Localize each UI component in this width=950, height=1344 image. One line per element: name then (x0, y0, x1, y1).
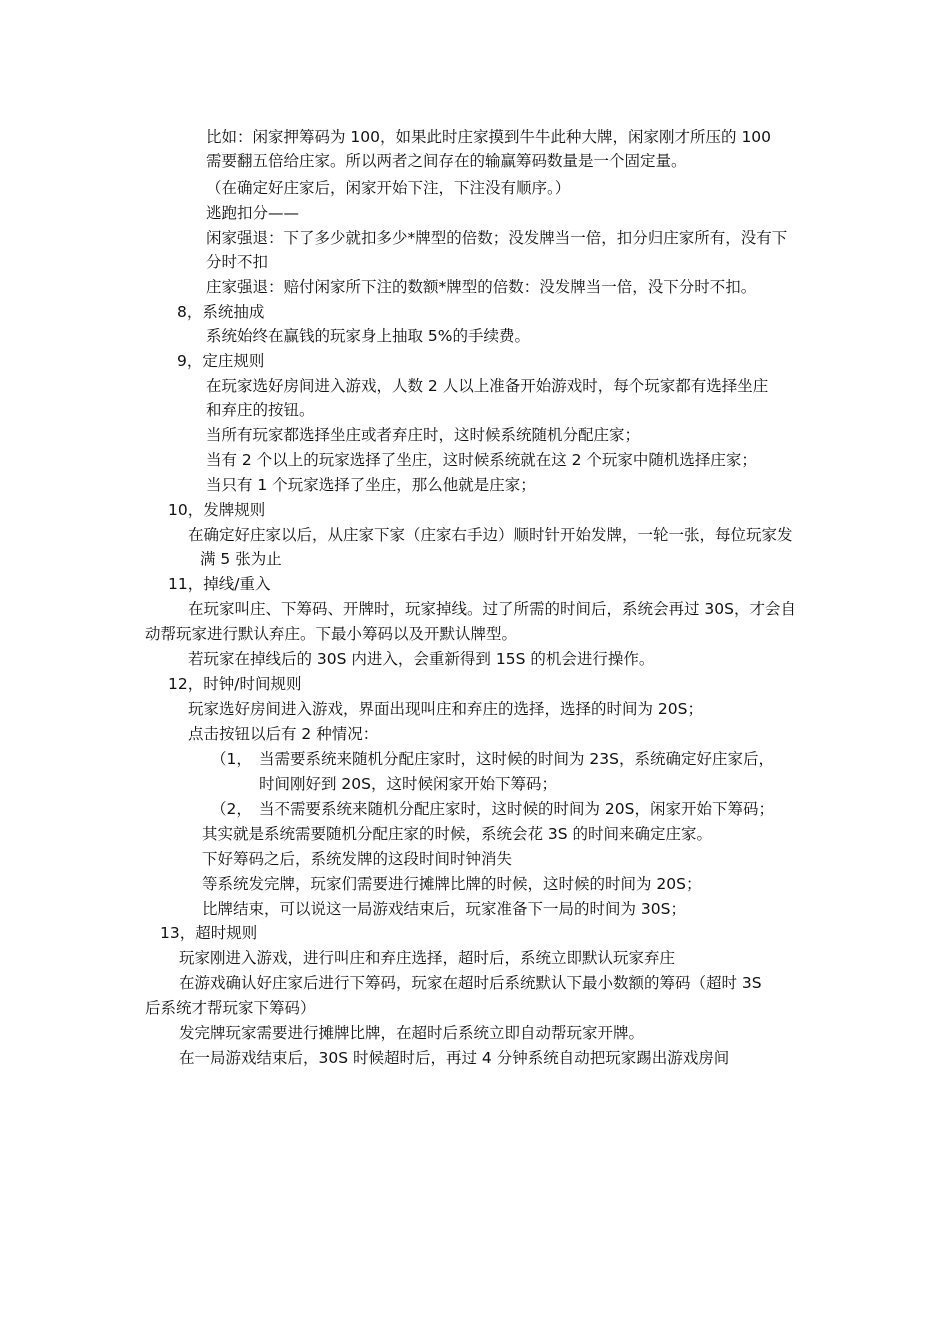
text-line: 若玩家在掉线后的 30S 内进入，会重新得到 15S 的机会进行操作。 (188, 650, 655, 668)
list-marker: （1， (211, 750, 252, 768)
text-line: 当有 2 个以上的玩家选择了坐庄，这时候系统就在这 2 个玩家中随机选择庄家； (206, 451, 757, 469)
text-line: 满 5 张为止 (200, 550, 282, 568)
text-line: 当不需要系统来随机分配庄家时，这时候的时间为 20S，闲家开始下筹码； (259, 800, 774, 818)
text-line: 分时不扣 (206, 253, 269, 271)
section-heading: 9，定庄规则 (177, 352, 265, 370)
section-heading: 10，发牌规则 (168, 501, 266, 519)
text-line: 在确定好庄家以后，从庄家下家（庄家右手边）顺时针开始发牌，一轮一张，每位玩家发 (188, 526, 793, 544)
text-line: 后系统才帮玩家下筹码） (145, 999, 316, 1017)
text-line: 当需要系统来随机分配庄家时，这时候的时间为 23S，系统确定好庄家后， (259, 750, 774, 768)
section-heading: 12，时钟/时间规则 (168, 675, 302, 693)
text-line: 需要翻五倍给庄家。所以两者之间存在的输赢筹码数量是一个固定量。 (206, 152, 687, 170)
text-line: 当所有玩家都选择坐庄或者弃庄时，这时候系统随机分配庄家； (206, 426, 641, 444)
text-line: 动帮玩家进行默认弃庄。下最小筹码以及开默认牌型。 (145, 625, 518, 643)
text-line: 玩家选好房间进入游戏，界面出现叫庄和弃庄的选择，选择的时间为 20S； (188, 700, 703, 718)
text-line: 系统始终在赢钱的玩家身上抽取 5%的手续费。 (206, 327, 531, 345)
section-heading: 11，掉线/重入 (168, 575, 271, 593)
text-line: 逃跑扣分—— (206, 204, 300, 222)
text-line: 比牌结束，可以说这一局游戏结束后，玩家准备下一局的时间为 30S； (202, 900, 686, 918)
section-heading: 8，系统抽成 (177, 303, 265, 321)
text-line: 闲家强退：下了多少就扣多少*牌型的倍数；没发牌当一倍，扣分归庄家所有，没有下 (206, 229, 788, 247)
text-line: 在玩家选好房间进入游戏，人数 2 人以上准备开始游戏时，每个玩家都有选择坐庄 (206, 377, 769, 395)
text-line: 发完牌玩家需要进行摊牌比牌，在超时后系统立即自动帮玩家开牌。 (179, 1024, 645, 1042)
text-line: （在确定好庄家后，闲家开始下注，下注没有顺序。） (206, 179, 571, 197)
text-line: 下好筹码之后，系统发牌的这段时间时钟消失 (202, 850, 513, 868)
text-line: 在一局游戏结束后，30S 时候超时后，再过 4 分钟系统自动把玩家踢出游戏房间 (179, 1049, 730, 1067)
text-line: 点击按钮以后有 2 种情况： (188, 725, 379, 743)
list-marker: （2， (211, 800, 252, 818)
text-line: 其实就是系统需要随机分配庄家的时候，系统会花 3S 的时间来确定庄家。 (202, 825, 713, 843)
text-line: 比如：闲家押筹码为 100，如果此时庄家摸到牛牛此种大牌，闲家刚才所压的 100 (206, 128, 772, 146)
text-line: 在玩家叫庄、下筹码、开牌时，玩家掉线。过了所需的时间后，系统会再过 30S，才会自 (188, 600, 796, 618)
text-line: 庄家强退：赔付闲家所下注的数额*牌型的倍数：没发牌当一倍，没下分时不扣。 (206, 278, 757, 296)
text-line: 玩家刚进入游戏，进行叫庄和弃庄选择，超时后，系统立即默认玩家弃庄 (179, 949, 676, 967)
text-line: 等系统发完牌，玩家们需要进行摊牌比牌的时候，这时候的时间为 20S； (202, 875, 702, 893)
text-line: 时间刚好到 20S，这时候闲家开始下筹码； (259, 775, 557, 793)
text-line: 和弃庄的按钮。 (206, 401, 315, 419)
text-line: 在游戏确认好庄家后进行下筹码，玩家在超时后系统默认下最小数额的筹码（超时 3S (179, 974, 762, 992)
section-heading: 13，超时规则 (160, 924, 258, 942)
text-line: 当只有 1 个玩家选择了坐庄，那么他就是庄家； (206, 476, 536, 494)
